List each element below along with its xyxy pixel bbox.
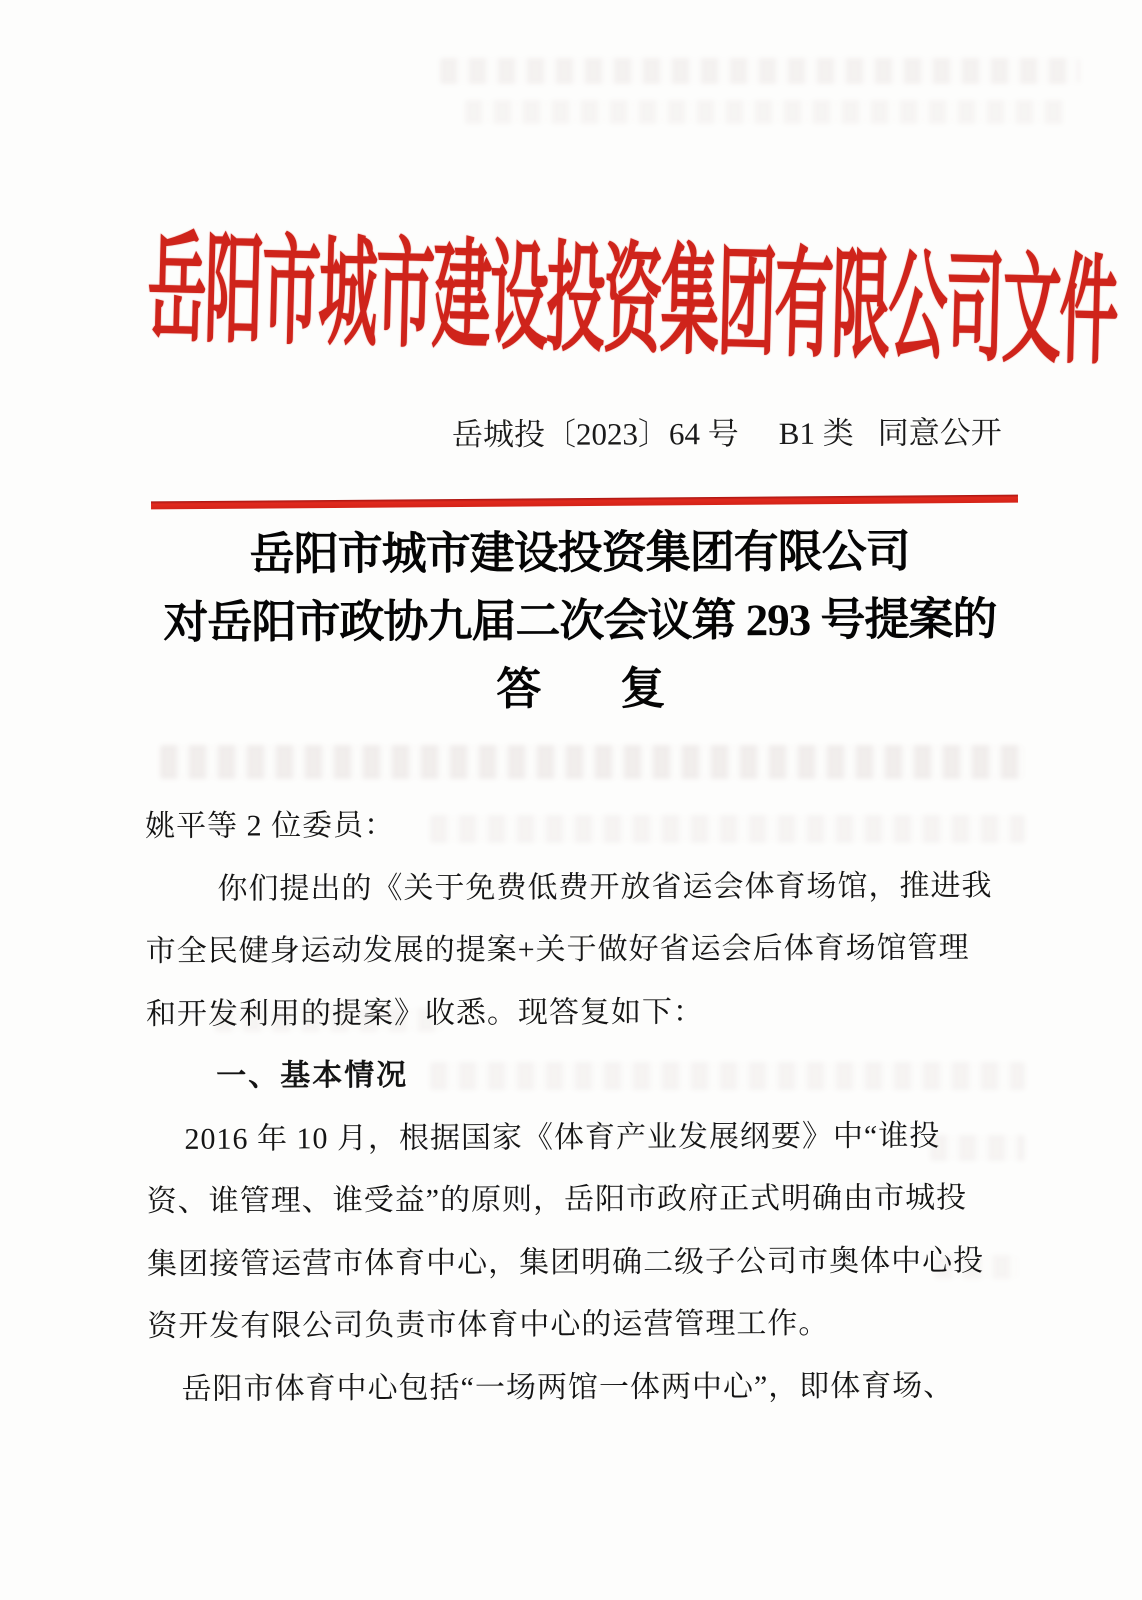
title-char-fu: 复 (620, 663, 665, 714)
document-body (145, 792, 993, 1421)
bleedthrough-artifact (465, 100, 1065, 124)
red-divider-line (151, 495, 1018, 510)
doc-meta-row (452, 407, 1072, 454)
title-line-2: 对岳阳市政协九届二次会议第 293 号提案的 (163, 594, 997, 648)
bleedthrough-artifact (160, 745, 1025, 779)
body-line: 市全民健身运动发展的提案+关于做好省运会后体育场馆管理 (145, 931, 970, 968)
body-line: 资开发有限公司负责市体育中心的运营管理工作。 (147, 1307, 830, 1343)
doc-publicity-status: 同意公开 (877, 415, 1002, 451)
body-line: 和开发利用的提案》收悉。现答复如下： (145, 995, 705, 1031)
body-line: 资、谁管理、谁受益”的原则，岳阳市政府正式明确由市城投 (146, 1181, 968, 1218)
body-line: 2016 年 10 月，根据国家《体育产业发展纲要》中“谁投 (184, 1119, 941, 1156)
section-heading: 一、基本情况 (216, 1058, 409, 1093)
bleedthrough-artifact (440, 58, 1080, 84)
body-line: 集团接管运营市体育中心，集团明确二级子公司市奥体中心投 (146, 1243, 985, 1281)
letterhead (146, 192, 1118, 380)
document-title (110, 517, 1051, 725)
title-line-3 (110, 653, 1050, 725)
body-line: 岳阳市体育中心包括“一场两馆一体两中心”，即体育场、 (181, 1368, 955, 1406)
doc-classification: B1 类 (778, 415, 854, 451)
salutation-line: 姚平等 2 位委员： (145, 808, 396, 843)
title-line-1: 岳阳市城市建设投资集团有限公司 (249, 526, 910, 580)
letterhead-title: 岳阳市城市建设投资集团有限公司文件 (146, 222, 1118, 380)
doc-number: 岳城投〔2023〕64 号 (451, 416, 739, 453)
body-line: 你们提出的《关于免费低费开放省运会体育场馆，推进我 (217, 868, 993, 906)
title-char-da: 答 (496, 664, 541, 715)
